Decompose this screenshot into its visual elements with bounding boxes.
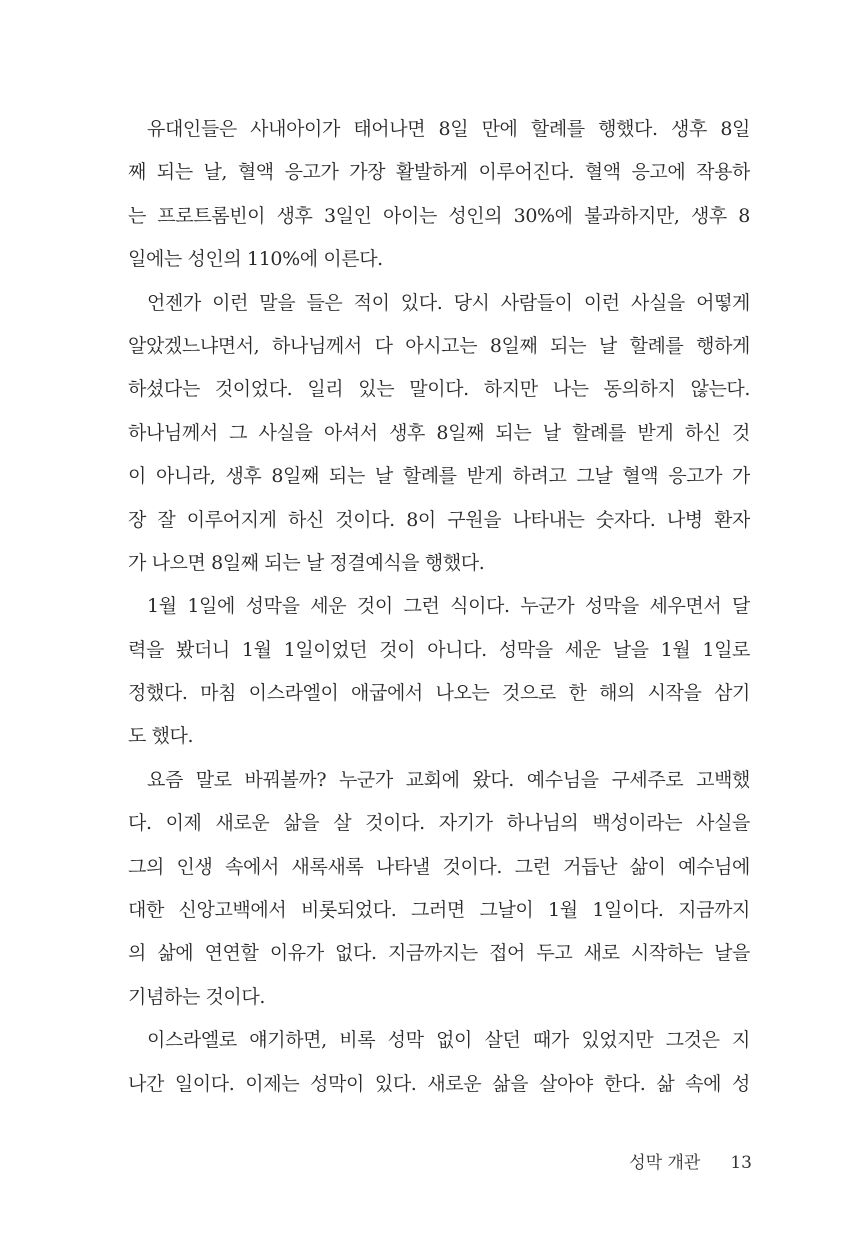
text-line: 알았겠느냐면서, 하나님께서 다 아시고는 8일째 되는 날 할례를 행하게: [128, 334, 750, 357]
text-line: 력을 봤더니 1월 1일이었던 것이 아니다. 성막을 세운 날을 1월 1일로: [128, 638, 750, 661]
text-line: 가 나으면 8일째 되는 날 정결예식을 행했다.: [128, 551, 485, 574]
text-line: 의 삶에 연연할 이유가 없다. 지금까지는 접어 두고 새로 시작하는 날을: [128, 942, 750, 965]
text-line: 언젠가 이런 말을 들은 적이 있다. 당시 사람들이 이런 사실을 어떻게: [147, 291, 750, 314]
text-line: 기념하는 것이다.: [128, 985, 265, 1008]
page-footer: [629, 1152, 752, 1174]
running-header-title: 성막 개관: [629, 1153, 701, 1173]
text-line: 정했다. 마침 이스라엘이 애굽에서 나오는 것으로 한 해의 시작을 삼기: [128, 682, 750, 705]
text-line: 째 되는 날, 혈액 응고가 가장 활발하게 이루어진다. 혈액 응고에 작용하: [128, 161, 750, 184]
text-line: 대한 신앙고백에서 비롯되었다. 그러면 그날이 1월 1일이다. 지금까지: [128, 899, 750, 922]
text-line: 하셨다는 것이었다. 일리 있는 말이다. 하지만 나는 동의하지 않는다.: [128, 378, 750, 401]
text-line: 이스라엘로 얘기하면, 비록 성막 없이 살던 때가 있었지만 그것은 지: [147, 1029, 750, 1052]
text-line: 나간 일이다. 이제는 성막이 있다. 새로운 삶을 살아야 한다. 삶 속에 성: [128, 1072, 750, 1095]
text-line: 는 프로트롬빈이 생후 3일인 아이는 성인의 30%에 불과하지만, 생후 8: [128, 204, 750, 227]
text-line: 장 잘 이루어지게 하신 것이다. 8이 구원을 나타내는 숫자다. 나병 환자: [128, 508, 750, 531]
body-text: [128, 108, 750, 1106]
text-line: 도 했다.: [128, 725, 194, 748]
text-line: 1월 1일에 성막을 세운 것이 그런 식이다. 누군가 성막을 세우면서 달: [147, 595, 750, 618]
text-line: 다. 이제 새로운 삶을 살 것이다. 자기가 하나님의 백성이라는 사실을: [128, 812, 750, 835]
text-line: 일에는 성인의 110%에 이른다.: [128, 248, 383, 271]
text-line: 이 아니라, 생후 8일째 되는 날 할례를 받게 하려고 그날 혈액 응고가 가: [128, 465, 750, 488]
text-line: 요즘 말로 바꿔볼까? 누군가 교회에 왔다. 예수님을 구세주로 고백했: [147, 768, 750, 791]
page-number: 13: [730, 1153, 752, 1173]
text-line: 하나님께서 그 사실을 아셔서 생후 8일째 되는 날 할례를 받게 하신 것: [128, 421, 750, 444]
text-line: 그의 인생 속에서 새록새록 나타낼 것이다. 그런 거듭난 삶이 예수님에: [128, 855, 750, 878]
text-line: 유대인들은 사내아이가 태어나면 8일 만에 할례를 행했다. 생후 8일: [147, 118, 750, 140]
